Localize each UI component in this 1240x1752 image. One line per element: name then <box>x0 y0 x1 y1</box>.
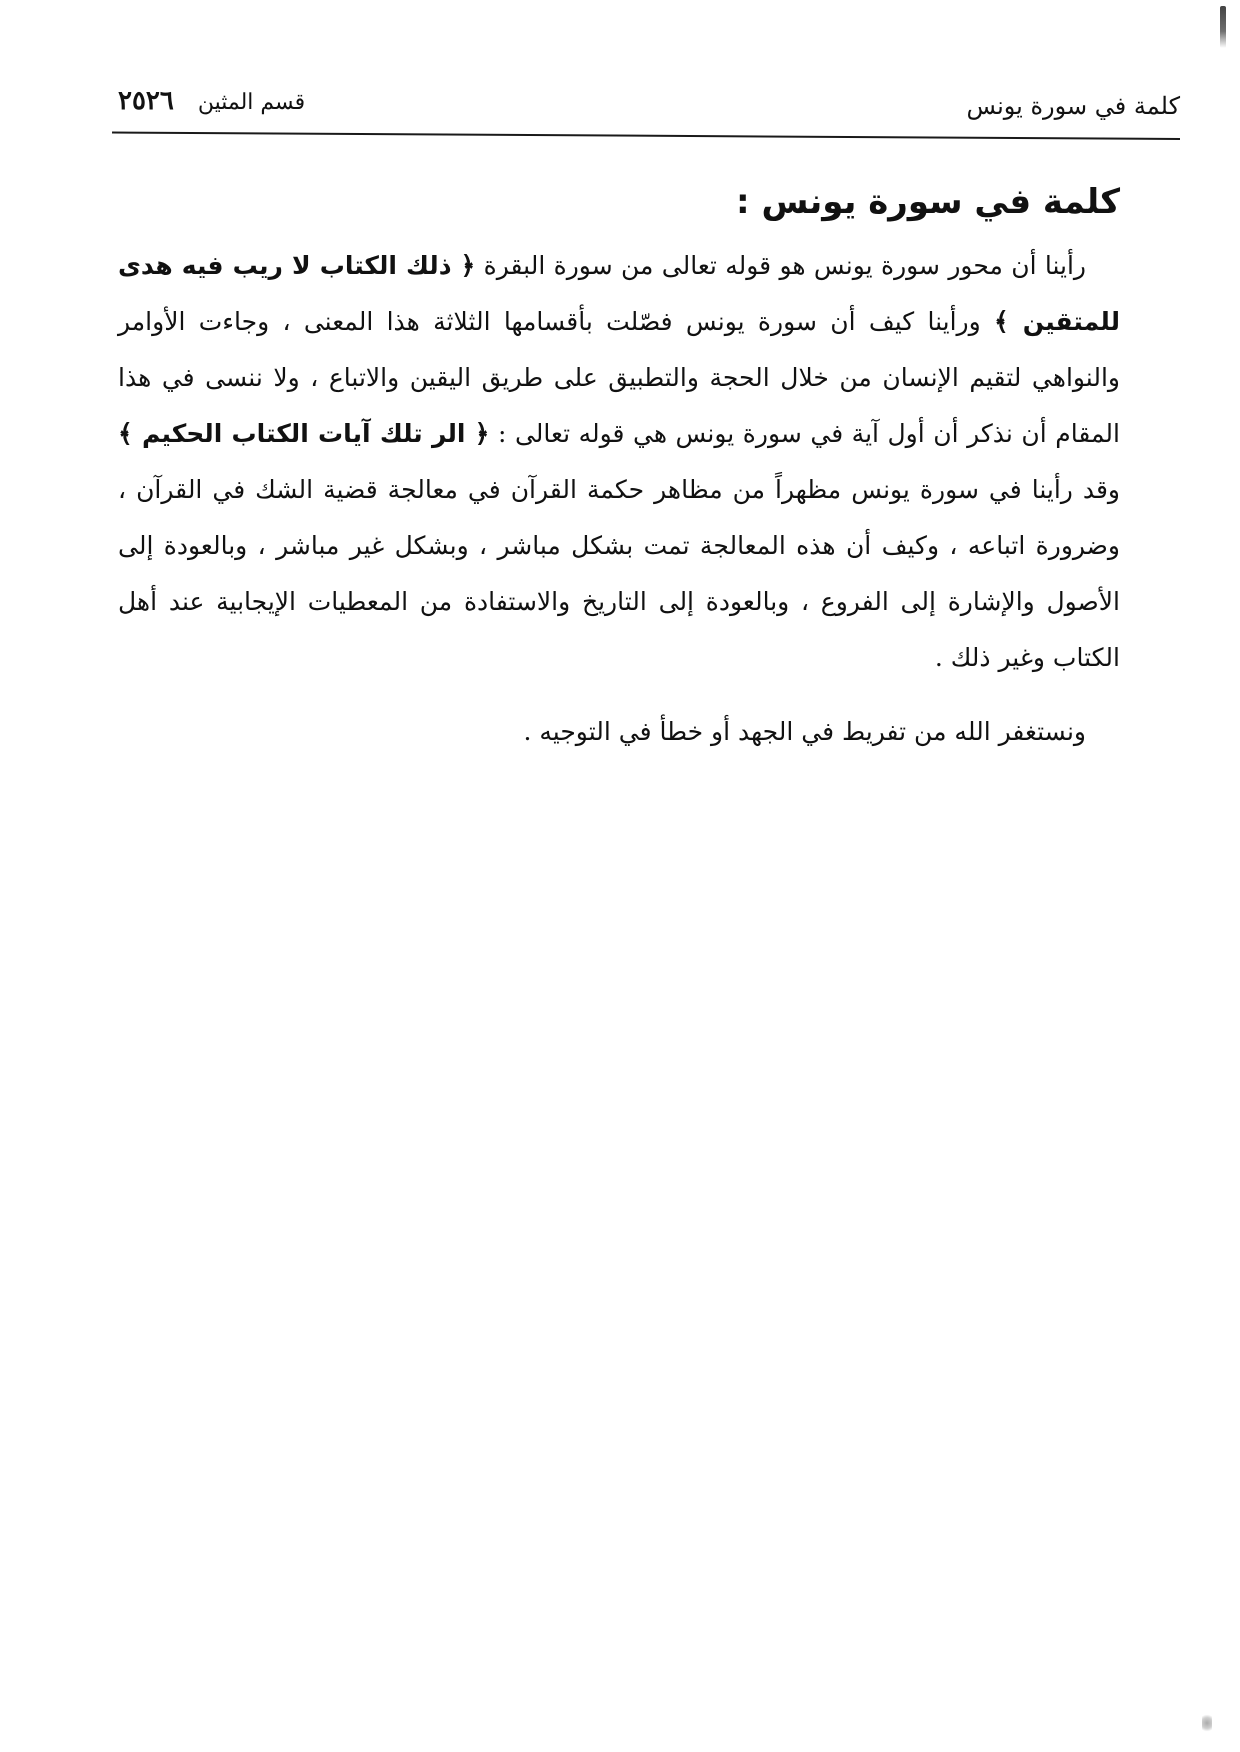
paragraph-part-2: ورأينا كيف أن سورة يونس فصّلت بأقسامها الثلاثة هذا المعنى ، وجاءت الأوامر والنواهي لتقيم الإنسان من خلال الحجة والتطبيق على طريق اليقين والاتباع ، ولا ننسى في هذا المقام أن نذكر أن أول آية في سورة يونس هي قوله تعالى : <box>118 307 1120 449</box>
section-heading: كلمة في سورة يونس : <box>736 182 1120 222</box>
quran-quote-2: ﴿ الر تلك آيات الكتاب الحكيم ﴾ <box>118 419 490 449</box>
header-rule <box>112 131 1180 140</box>
paragraph-part-3: وقد رأينا في سورة يونس مظهراً من مظاهر حكمة القرآن في معالجة قضية الشك في القرآن ، وضرورة اتباعه ، وكيف أن هذه المعالجة تمت بشكل مباشر ، وبشكل غير مباشر ، وبالعودة إلى الأصول والإشارة إلى الفروع ، وبالعودة إلى التاريخ والاستفادة من المعطيات الإيجابية عند أهل الكتاب وغير ذلك . <box>118 475 1120 673</box>
paragraph-part-1: رأينا أن محور سورة يونس هو قوله تعالى من سورة البقرة <box>483 251 1087 281</box>
quran-quote-1: ﴿ ذلك الكتاب لا ريب فيه هدى للمتقين ﴾ <box>118 251 1120 337</box>
page-number: ٢٥٢٦ <box>118 86 174 116</box>
header-section: قسم المثين <box>197 90 306 115</box>
scan-edge-mark <box>1220 6 1226 48</box>
header-meta <box>118 86 305 116</box>
page-content <box>118 180 1120 760</box>
scan-corner-smudge <box>1202 1712 1212 1734</box>
body-paragraph <box>118 238 1120 686</box>
header-title: كلمة في سورة يونس <box>966 92 1180 120</box>
closing-paragraph: ونستغفر الله من تفريط في الجهد أو خطأ في التوجيه . <box>523 717 1086 747</box>
running-header <box>118 80 1180 130</box>
